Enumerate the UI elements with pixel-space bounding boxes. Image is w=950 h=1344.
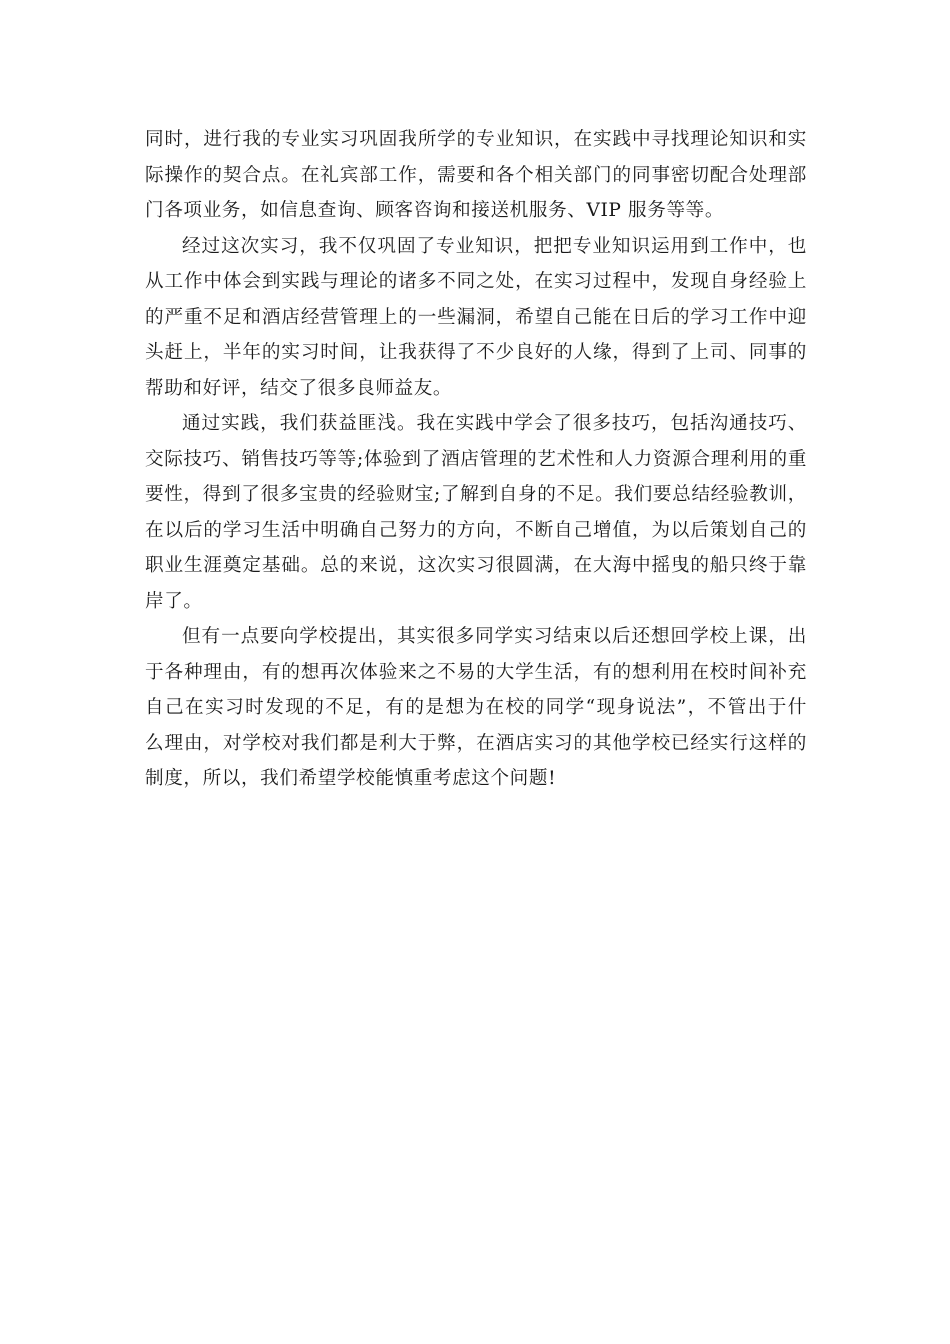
- paragraph-4-line-3: 自己在实习时发现的不足，有的是想为在校的同学“现身说法”，不管出于什: [145, 697, 807, 718]
- paragraph-3-line-1: 通过实践，我们获益匪浅。我在实践中学会了很多技巧，包括沟通技巧、: [182, 413, 807, 434]
- paragraph-1-line-2: 际操作的契合点。在礼宾部工作，需要和各个相关部门的同事密切配合处理部: [145, 164, 807, 186]
- paragraph-1: [145, 122, 807, 229]
- paragraph-2-line-5: 帮助和好评，结交了很多良师益友。: [145, 377, 453, 399]
- paragraph-2-line-1: 经过这次实习，我不仅巩固了专业知识，把把专业知识运用到工作中，也: [182, 235, 807, 257]
- paragraph-2-line-4: 头赶上，半年的实习时间，让我获得了不少良好的人缘，得到了上司、同事的: [145, 342, 807, 363]
- document-body: [145, 122, 807, 797]
- paragraph-3-line-6: 岸了。: [145, 590, 203, 612]
- paragraph-3-line-3: 要性，得到了很多宝贵的经验财宝;了解到自身的不足。我们要总结经验教训，: [145, 484, 807, 505]
- paragraph-1-line-3: 门各项业务，如信息查询、顾客咨询和接送机服务、VIP 服务等等。: [145, 200, 725, 221]
- paragraph-3: [145, 406, 807, 619]
- paragraph-3-line-2: 交际技巧、销售技巧等等;体验到了酒店管理的艺术性和人力资源合理利用的重: [145, 448, 807, 470]
- paragraph-4-line-4: 么理由，对学校对我们都是利大于弊，在酒店实习的其他学校已经实行这样的: [145, 732, 807, 754]
- paragraph-1-line-1: 同时，进行我的专业实习巩固我所学的专业知识，在实践中寻找理论知识和实: [145, 129, 807, 150]
- paragraph-2-line-3: 的严重不足和酒店经营管理上的一些漏洞，希望自己能在日后的学习工作中迎: [145, 306, 807, 328]
- paragraph-3-line-5: 职业生涯奠定基础。总的来说，这次实习很圆满，在大海中摇曳的船只终于靠: [145, 555, 807, 576]
- paragraph-2: [145, 229, 807, 407]
- paragraph-4-line-5: 制度，所以，我们希望学校能慎重考虑这个问题!: [145, 768, 557, 789]
- paragraph-4-line-1: 但有一点要向学校提出，其实很多同学实习结束以后还想回学校上课，出: [182, 626, 807, 647]
- paragraph-2-line-2: 从工作中体会到实践与理论的诸多不同之处，在实习过程中，发现自身经验上: [145, 271, 807, 292]
- paragraph-3-line-4: 在以后的学习生活中明确自己努力的方向，不断自己增值，为以后策划自己的: [145, 519, 807, 541]
- paragraph-4-line-2: 于各种理由，有的想再次体验来之不易的大学生活，有的想利用在校时间补充: [145, 661, 807, 683]
- paragraph-4: [145, 619, 807, 797]
